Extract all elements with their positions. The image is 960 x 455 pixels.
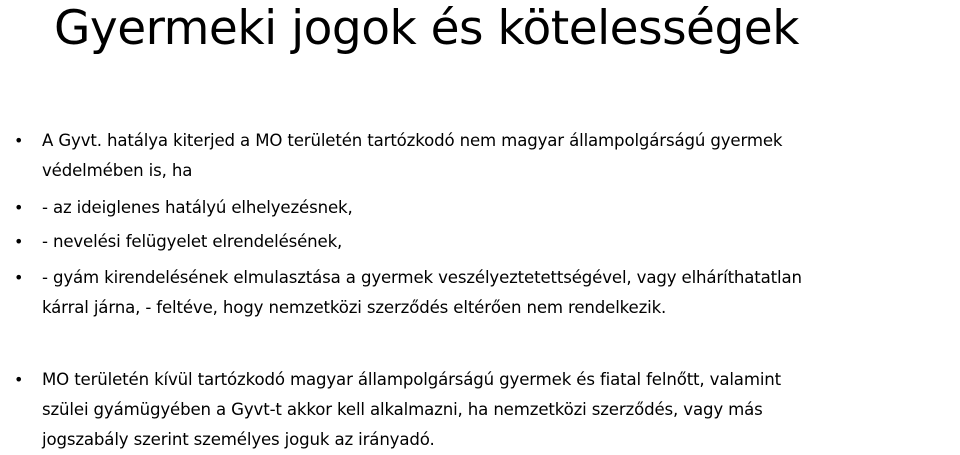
bullet-item-guardian <box>14 263 957 323</box>
bullet-text-line: szülei gyámügyében a Gyvt-t akkor kell alkalmazni, ha nemzetközi szerződés, vagy más <box>42 400 763 419</box>
bullet-text-line: védelmében is, ha <box>42 161 193 180</box>
bullet-icon: • <box>14 198 24 217</box>
bullet-text-line: MO területén kívül tartózkodó magyar állampolgárságú gyermek és fiatal felnőtt, valamint <box>42 370 782 389</box>
bullet-item-scope <box>14 126 957 186</box>
bullet-icon: • <box>14 370 24 389</box>
bullet-icon: • <box>14 131 24 150</box>
bullet-text-line: A Gyvt. hatálya kiterjed a MO területén tartózkodó nem magyar állampolgárságú gyermek <box>42 131 783 150</box>
bullet-icon: • <box>14 232 24 251</box>
bullet-text-line: jogszabály szerint személyes joguk az irányadó. <box>42 430 435 449</box>
bullet-item-abroad <box>14 365 957 455</box>
bullet-text-line: kárral járna, - feltéve, hogy nemzetközi szerződés eltérően nem rendelkezik. <box>42 298 667 317</box>
bullet-icon: • <box>14 268 24 287</box>
bullet-item-supervision <box>14 227 957 257</box>
bullet-text-line: - az ideiglenes hatályú elhelyezésnek, <box>42 198 353 217</box>
bullet-item-temporary-placement <box>14 193 957 223</box>
bullet-text-line: - gyám kirendelésének elmulasztása a gyermek veszélyeztetettségével, vagy elháríthatatlan <box>42 268 802 287</box>
bullet-text-line: - nevelési felügyelet elrendelésének, <box>42 232 343 251</box>
slide-title: Gyermeki jogok és kötelességek <box>54 1 799 56</box>
